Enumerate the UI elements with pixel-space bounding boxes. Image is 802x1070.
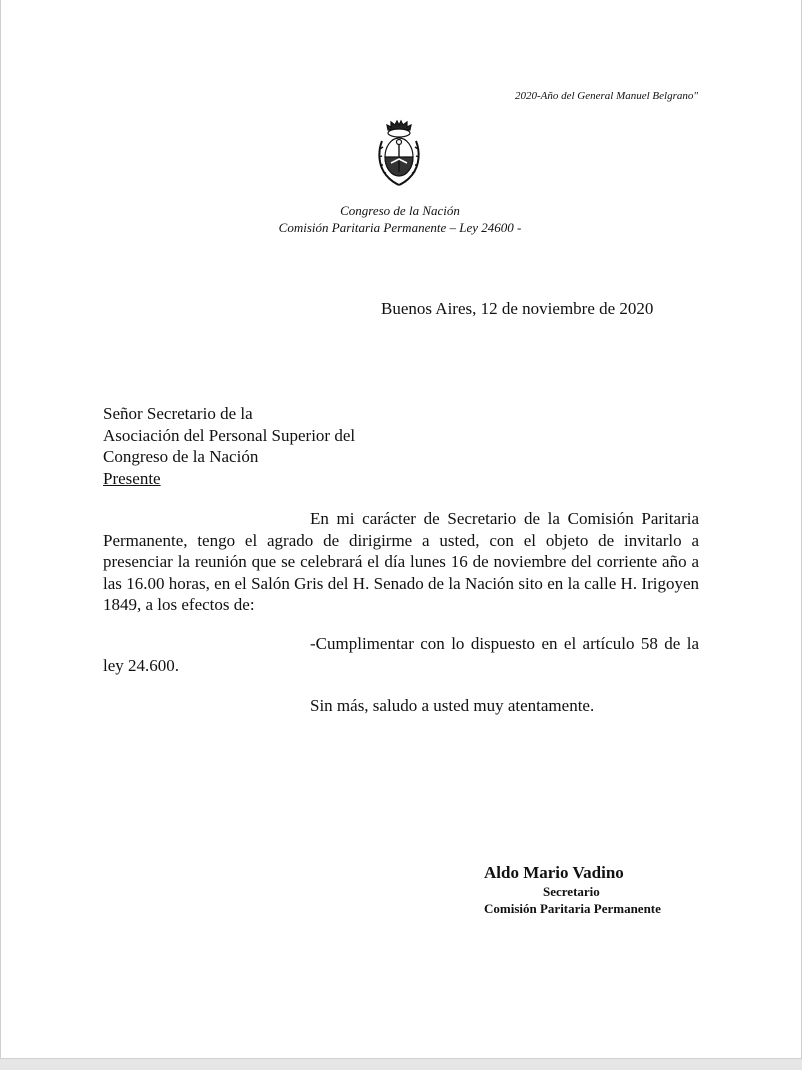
signature-block: [484, 863, 661, 916]
addressee-line: Asociación del Personal Superior del: [103, 425, 356, 445]
year-motto: 2020-Año del General Manuel Belgrano": [514, 90, 698, 102]
page-bottom-edge: [0, 1058, 802, 1070]
addressee-block: [103, 403, 355, 489]
body-paragraph-agenda: -Cumplimentar con lo dispuesto en el artículo 58 de la ley 24.600.: [103, 634, 699, 675]
invitation-text: En mi carácter de Secretario de la Comisión Paritaria Permanente, tengo el agrado de dirigirme a usted, con el objeto de invitarlo a presenciar la reunión que se celebrará el día lunes 16 de noviembre del corriente año a las 16.00 horas: [103, 509, 699, 593]
addressee-line: Señor Secretario de la: [103, 404, 253, 423]
body-paragraph-closing: Sin más, saludo a usted muy atentamente.: [310, 696, 595, 715]
letter-date: Buenos Aires, 12 de noviembre de 2020: [381, 299, 654, 318]
addressee-line: Congreso de la Nación: [103, 447, 259, 466]
invitation-location-text: , en el Salón Gris del H. Senado de la Nación sito en la calle H. Irigoyen 1849, a los efectos de:: [103, 573, 699, 614]
addressee-closing: Presente: [103, 468, 161, 488]
institution-name: Congreso de la Nación: [340, 203, 460, 218]
signer-name: Aldo Mario Vadino: [484, 863, 624, 882]
body-paragraph-invitation: [103, 508, 699, 616]
signer-role: Secretario: [543, 884, 600, 899]
coat-of-arms-icon: [374, 119, 424, 187]
commission-name: Comisión Paritaria Permanente – Ley 24600 -: [278, 220, 522, 235]
signer-organization: Comisión Paritaria Permanente: [484, 901, 661, 916]
